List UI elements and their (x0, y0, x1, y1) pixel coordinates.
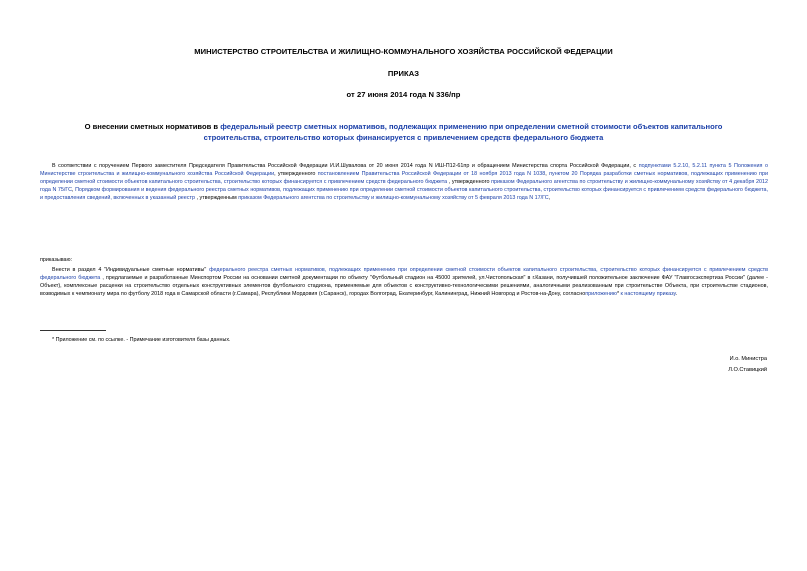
signature-position: И.о. Министра (729, 356, 767, 362)
main-paragraph (40, 266, 768, 298)
preamble-link-1[interactable]: подпунктами 5.2.10, 5.2.11 пункта 5 Положения о Министерстве строительства и жилищно-коммунального хозяйства Российской Федерации (40, 163, 768, 178)
preamble-paragraph (40, 162, 768, 202)
main-link-registry[interactable]: федерального реестра сметных нормативов, подлежащих применению при определении сметной стоимости объектов капитального строительства, строительство которых финансируется с привлечением средств федерального бюджета (40, 267, 768, 282)
footnote-divider (40, 330, 106, 331)
main-text-1: Внести в раздел 4 "Индивидуальные сметные нормативы" (52, 267, 210, 273)
preamble-link-6[interactable]: приказом Федерального агентства по строительству и жилищно-коммунальному хозяйству от 5 февраля 2013 года N 17/ГС (238, 195, 549, 202)
title-link[interactable]: федеральный реестр сметных нормативов, подлежащих применению при определении сметной стоимости объектов капитального строительства, строительство которых финансируется с привлечением средств федерального бюджета (203, 122, 723, 142)
preamble-text-3: , (545, 171, 550, 178)
main-text-4: . (675, 291, 678, 298)
document-title (60, 122, 747, 143)
preamble-link-4[interactable]: приказом Федерального агентства по строительству и жилищно-коммунальному хозяйству от 4 декабря 2012 года N 75/ГС (40, 179, 768, 194)
preamble-link-3[interactable]: пунктом 20 Порядка разработки сметных нормативов, подлежащих применению при определении сметной стоимости объектов капитального строительства, строительство которых финансируется с привлечением средств федерального бюджета (40, 171, 768, 186)
signature-name: Л.О.Ставицкий (728, 367, 767, 373)
preamble-text-6: , утвержденным (194, 195, 239, 202)
ministry-header: МИНИСТЕРСТВО СТРОИТЕЛЬСТВА И ЖИЛИЩНО-КОММУНАЛЬНОГО ХОЗЯЙСТВА РОССИЙСКОЙ ФЕДЕРАЦИИ (194, 47, 613, 56)
main-link-appendix[interactable]: приложению (585, 291, 617, 298)
preamble-text-4: , утвержденного (447, 179, 492, 186)
preamble-text-1: В соответствии с поручением Первого заместителя Председателя Правительства Российской Федерации И.И.Шувалова от 20 июня 2014 года N ИШ-П12-61пр и обращением Министерства спорта Российской Федерации, с (52, 163, 639, 169)
preamble-link-2[interactable]: постановлением Правительства Российской Федерации от 18 ноября 2013 года N 1038 (317, 171, 546, 178)
date-number: от 27 июня 2014 года N 336/пр (346, 90, 461, 99)
footnote: * Приложение см. по ссылке. - Примечание изготовителя базы данных. (52, 337, 231, 343)
main-link-order[interactable]: к настоящему приказу (620, 291, 676, 298)
title-prefix: О внесении сметных нормативов в (84, 122, 221, 131)
preamble-link-5[interactable]: Порядком формирования и ведения федерального реестра сметных нормативов, подлежащих применению при определении сметной стоимости объектов капитального строительства, строительство которых финансируется с привлечением средств федерального бюджета, и предоставления сведений, включенных в указанный реестр (40, 187, 768, 202)
order-word: приказываю: (40, 257, 73, 263)
preamble-text-7: , (548, 195, 551, 202)
preamble-text-2: , утвержденного (274, 171, 318, 178)
main-text-2: , предлагаемые и разработанные Минспортом России на основании сметной документации по объекту "Футбольный стадион на 45000 зрителей, ул.Чистопольская" в г.Казани, получившей положительное заключение ФАУ "Главгосэкспертиза России" (далее - Объект), комплексные расценки на строительство отдельных конструктивных элементов футбольного стадиона, применяемые для объектов с конструктивно-технологическими решениями, аналогичными реализованным при строительстве Объекта, при строительстве стадионов, возводимых к чемпионату мира по футболу 2018 года в Самарской области (г.Самара), Республики Мордовия (г.Саранск), городах Волгоград, Екатеринбург, Калининград, Нижний Новгород и Ростов-на-Дону, согласно (40, 275, 768, 298)
main-text-3: * (616, 291, 621, 298)
doc-type: ПРИКАЗ (387, 69, 420, 78)
preamble-text-5: , (71, 187, 76, 194)
